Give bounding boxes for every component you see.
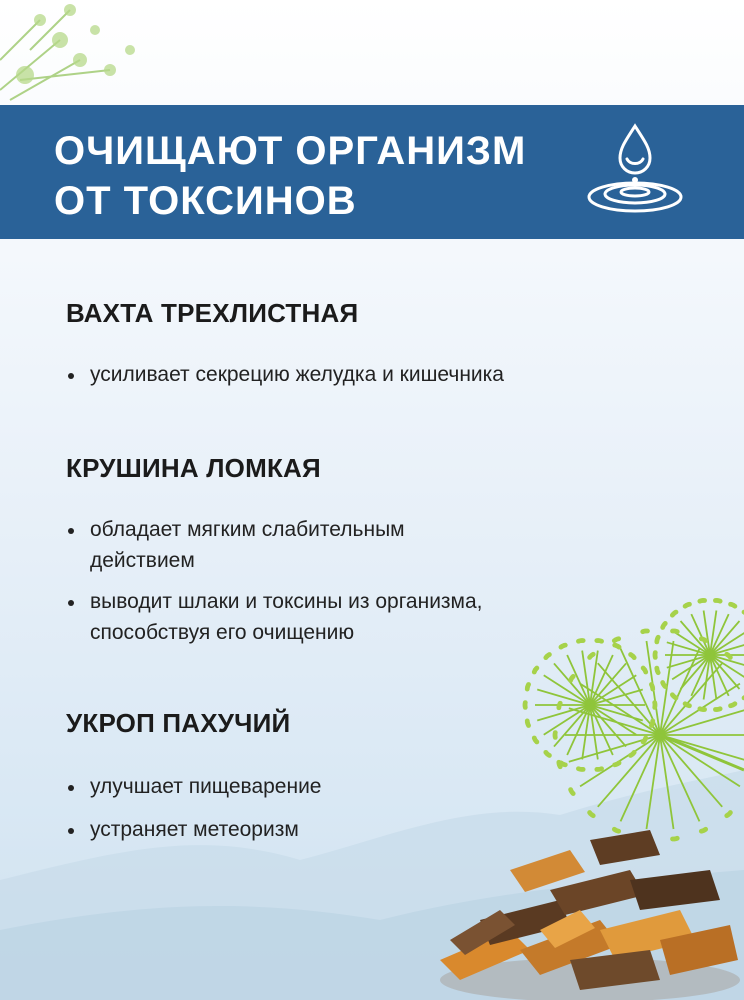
section-buckbean xyxy=(66,298,626,390)
water-drop-ripple-icon xyxy=(580,118,690,228)
list-item: улучшает пищеварение xyxy=(66,771,626,802)
section-heading: ВАХТА ТРЕХЛИСТНАЯ xyxy=(66,298,359,328)
page-title xyxy=(54,126,574,226)
title-line-1: ОЧИЩАЮТ ОРГАНИЗМ xyxy=(54,129,527,173)
section-heading: КРУШИНА ЛОМКАЯ xyxy=(66,453,321,483)
buckthorn-bark-image xyxy=(420,810,744,1000)
bullet-list xyxy=(66,359,626,390)
list-item: обладает мягким слабительным действием xyxy=(66,514,490,576)
list-item: усиливает секрецию желудка и кишечника xyxy=(66,359,626,390)
list-item: устраняет метеоризм xyxy=(66,814,626,845)
list-item: выводит шлаки и токсины из организма, способствуя его очищению xyxy=(66,586,576,648)
title-line-2: ОТ ТОКСИНОВ xyxy=(54,179,357,223)
section-heading: УКРОП ПАХУЧИЙ xyxy=(66,708,291,738)
dill-sprig-top-image xyxy=(0,0,170,110)
